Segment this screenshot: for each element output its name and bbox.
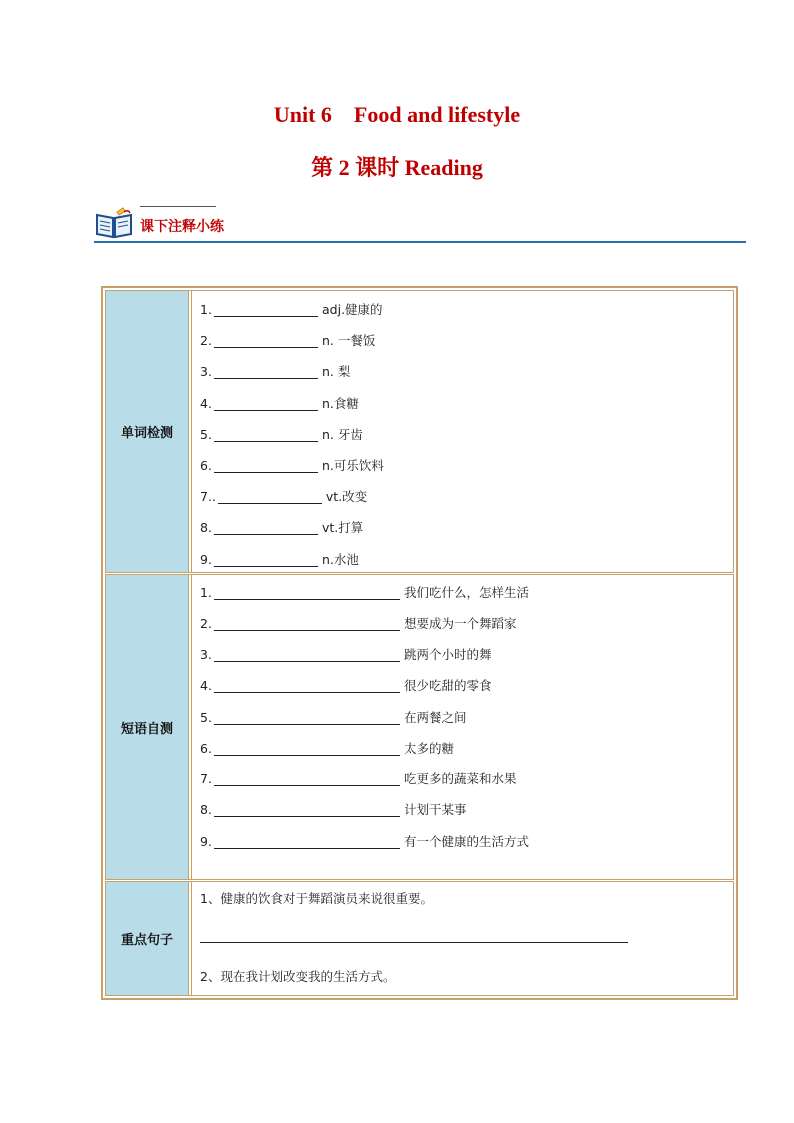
vocab-item: [200, 488, 367, 506]
vocab-item: [200, 519, 363, 537]
open-book-icon: [94, 206, 134, 240]
item-hint: vt.改变: [325, 489, 368, 504]
header-rule: [94, 241, 746, 243]
item-hint: n. 牙齿: [322, 427, 363, 442]
item-hint: 太多的糖: [404, 741, 455, 756]
header-topline: [140, 206, 216, 207]
answer-blank[interactable]: [214, 333, 318, 348]
phrase-item: [200, 646, 492, 664]
phrase-item: [200, 801, 467, 819]
answer-blank[interactable]: [214, 458, 318, 473]
answer-blank[interactable]: [214, 396, 318, 411]
answer-blank[interactable]: [214, 302, 318, 317]
item-number: 7..: [200, 489, 216, 504]
vocab-item: [200, 551, 359, 569]
item-hint: n.食糖: [322, 396, 359, 411]
item-number: 2.: [200, 616, 212, 631]
item-number: 3.: [200, 364, 212, 379]
exercise-table: [101, 286, 738, 1000]
item-number: 2.: [200, 333, 212, 348]
phrase-body: [191, 575, 733, 879]
answer-blank[interactable]: [214, 552, 318, 567]
item-number: 5.: [200, 710, 212, 725]
answer-blank[interactable]: [214, 616, 400, 631]
item-number: 7.: [200, 771, 212, 786]
vocab-item: [200, 426, 363, 444]
item-number: 8.: [200, 520, 212, 535]
answer-blank[interactable]: [214, 678, 400, 693]
item-number: 9.: [200, 552, 212, 567]
item-hint: n.可乐饮料: [322, 458, 384, 473]
phrase-section: [105, 574, 734, 880]
sentence-answer-line[interactable]: [200, 942, 628, 943]
phrase-item: [200, 677, 492, 695]
vocab-item: [200, 395, 359, 413]
vocab-label: 单词检测: [106, 291, 189, 572]
answer-blank[interactable]: [214, 520, 318, 535]
unit-topic: Food and lifestyle: [353, 102, 521, 127]
answer-blank[interactable]: [214, 834, 400, 849]
item-hint: 有一个健康的生活方式: [404, 834, 530, 849]
answer-blank[interactable]: [214, 771, 400, 786]
item-number: 6.: [200, 458, 212, 473]
vocab-item: [200, 363, 350, 381]
item-number: 1.: [200, 302, 212, 317]
item-hint: n. 梨: [322, 364, 351, 379]
item-hint: n.水池: [322, 552, 359, 567]
item-number: 5.: [200, 427, 212, 442]
phrase-item: [200, 615, 517, 633]
sentence-label: 重点句子: [106, 882, 189, 995]
lesson-title: 第 2 课时 Reading: [311, 155, 483, 180]
item-hint: 很少吃甜的零食: [404, 678, 492, 693]
answer-blank[interactable]: [214, 585, 400, 600]
sentence-section: [105, 881, 734, 996]
section-header-label: 课下注释小练: [140, 219, 224, 235]
item-hint: vt.打算: [322, 520, 364, 535]
section-header: [94, 204, 746, 244]
phrase-item: [200, 770, 517, 788]
unit-title: [0, 102, 794, 128]
phrase-item: [200, 709, 467, 727]
item-hint: adj.健康的: [322, 302, 383, 317]
answer-blank[interactable]: [214, 741, 400, 756]
item-hint: 在两餐之间: [404, 710, 467, 725]
item-number: 8.: [200, 802, 212, 817]
vocab-item: [200, 332, 375, 350]
unit-number: Unit 6: [273, 102, 332, 127]
item-hint: 计划干某事: [404, 802, 467, 817]
sentence-prompt: 1、健康的饮食对于舞蹈演员来说很重要。: [200, 891, 433, 906]
item-hint: n. 一餐饭: [322, 333, 376, 348]
item-number: 4.: [200, 396, 212, 411]
sentence-body: [191, 882, 733, 995]
phrase-item: [200, 833, 529, 851]
vocab-item: [200, 457, 384, 475]
phrase-item: [200, 740, 454, 758]
phrase-label: 短语自测: [106, 575, 189, 879]
item-number: 4.: [200, 678, 212, 693]
sentence-prompt: 2、现在我计划改变我的生活方式。: [200, 969, 396, 984]
item-hint: 跳两个小时的舞: [404, 647, 492, 662]
item-hint: 想要成为一个舞蹈家: [404, 616, 517, 631]
vocab-item: [200, 301, 383, 319]
vocab-body: [191, 291, 733, 572]
answer-blank[interactable]: [214, 710, 400, 725]
item-number: 9.: [200, 834, 212, 849]
answer-blank[interactable]: [214, 647, 400, 662]
vocab-section: [105, 290, 734, 573]
item-number: 3.: [200, 647, 212, 662]
item-hint: 吃更多的蔬菜和水果: [404, 771, 517, 786]
answer-blank[interactable]: [214, 427, 318, 442]
answer-blank[interactable]: [214, 364, 318, 379]
answer-blank[interactable]: [214, 802, 400, 817]
item-hint: 我们吃什么，怎样生活: [404, 585, 530, 600]
item-number: 6.: [200, 741, 212, 756]
phrase-item: [200, 584, 529, 602]
item-number: 1.: [200, 585, 212, 600]
answer-blank[interactable]: [218, 489, 322, 504]
